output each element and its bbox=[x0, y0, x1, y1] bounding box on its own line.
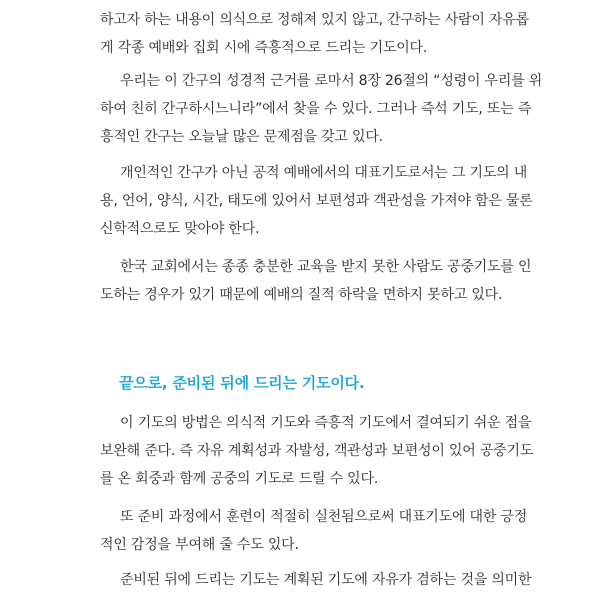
text-line: 준비된 뒤에 드리는 기도는 계획된 기도에 자유가 겸하는 것을 의미한 bbox=[120, 572, 532, 588]
text-line: 이 기도의 방법은 의식적 기도와 즉흥적 기도에서 결여되기 쉬운 점을 bbox=[120, 415, 532, 431]
body-paragraph bbox=[100, 503, 528, 559]
text-line: 흥적인 간구는 오늘날 많은 문제점을 갖고 있다. bbox=[100, 129, 383, 145]
text-line: 또 준비 과정에서 훈련이 적절히 실천됨으로써 대표기도에 대한 긍정 bbox=[120, 509, 528, 525]
text-line: 게 각종 예배와 집회 시에 즉흥적으로 드리는 기도이다. bbox=[100, 40, 428, 56]
text-line: 한국 교회에서는 종종 충분한 교육을 받지 못한 사람도 공중기도를 인 bbox=[120, 259, 532, 275]
text-line: 를 온 회중과 함께 공중의 기도로 드릴 수 있다. bbox=[100, 471, 379, 487]
section-heading: 끝으로, 준비된 뒤에 드리는 기도이다. bbox=[119, 374, 365, 392]
text-line: 보완해 준다. 즉 자유 계획성과 자발성, 객관성과 보편성이 있어 공중기도 bbox=[100, 443, 534, 459]
text-line: 개인적인 간구가 아닌 공적 예배에서의 대표기도로서는 그 기도의 내 bbox=[120, 165, 528, 181]
body-paragraph bbox=[100, 159, 533, 243]
text-line: 우리는 이 간구의 성경적 근거를 로마서 8장 26절의 “성령이 우리를 위 bbox=[120, 73, 543, 89]
text-line: 하여 친히 간구하시느니라”에서 찾을 수 있다. 그러나 즉석 기도, 또는 즉 bbox=[100, 101, 532, 117]
text-line: 하고자 하는 내용이 의식으로 정해져 있지 않고, 간구하는 사람이 자유롭 bbox=[100, 12, 529, 28]
body-paragraph bbox=[100, 409, 534, 493]
body-paragraph bbox=[100, 67, 543, 151]
text-line: 도하는 경우가 있기 때문에 예배의 질적 하락을 면하지 못하고 있다. bbox=[100, 287, 503, 303]
text-line: 용, 언어, 양식, 시간, 태도에 있어서 보편성과 객관성을 가져야 함은 물론 bbox=[100, 193, 533, 209]
text-line: 신학적으로도 맞아야 한다. bbox=[100, 221, 260, 237]
body-paragraph bbox=[100, 566, 532, 594]
body-paragraph bbox=[100, 253, 532, 309]
body-paragraph bbox=[100, 6, 529, 62]
text-line: 적인 감정을 부여해 줄 수도 있다. bbox=[100, 537, 299, 553]
